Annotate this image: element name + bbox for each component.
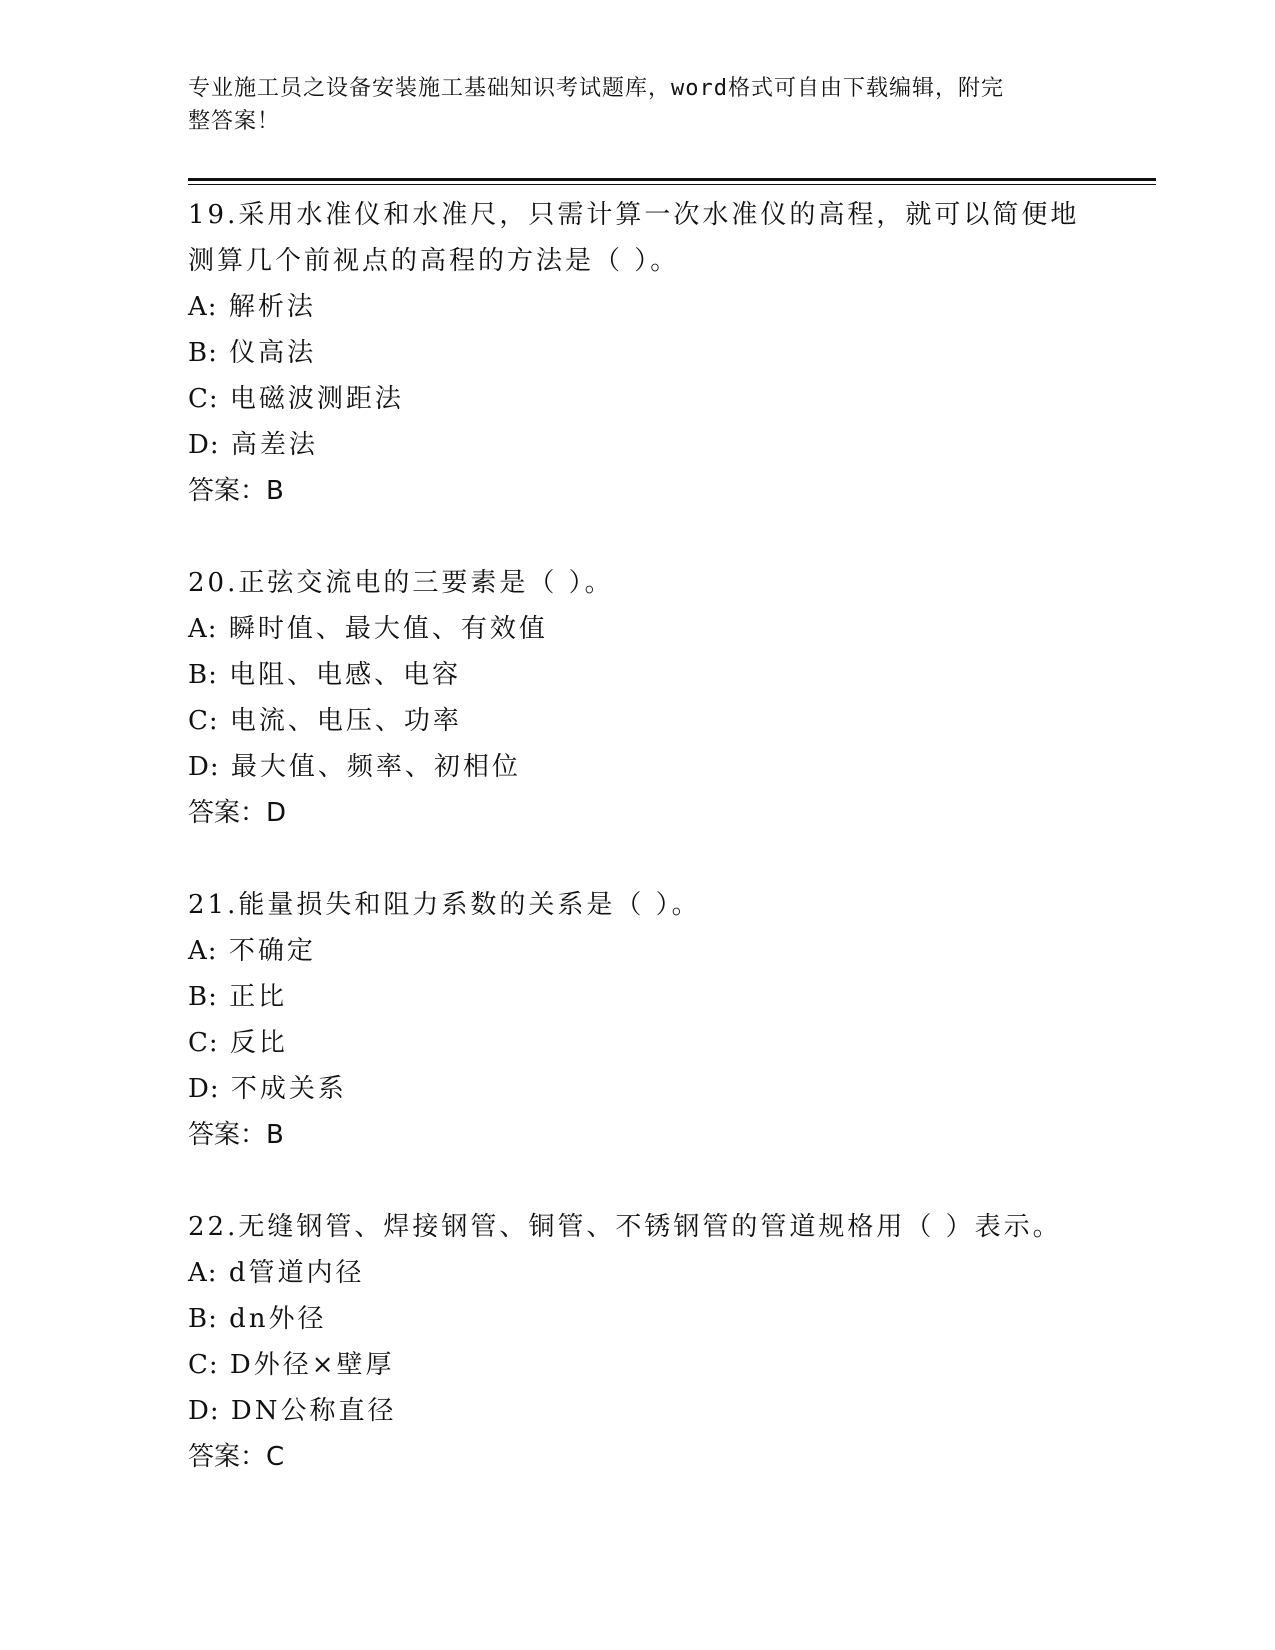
option-text: D外径×壁厚 xyxy=(229,1350,395,1380)
option-d xyxy=(188,1066,1148,1112)
option-c xyxy=(188,698,1148,744)
question-stem-line: 测算几个前视点的高程的方法是（ ）。 xyxy=(188,246,680,276)
option-letter: B: xyxy=(188,660,218,690)
option-letter: A: xyxy=(188,292,218,322)
option-d xyxy=(188,422,1148,468)
option-text: dn外径 xyxy=(229,1304,327,1334)
option-c xyxy=(188,1020,1148,1066)
option-text: 反比 xyxy=(229,1028,288,1058)
header-line-2: 整答案！ xyxy=(188,109,281,134)
option-text: 仪高法 xyxy=(229,338,317,368)
option-text: 高差法 xyxy=(230,430,318,460)
option-letter: B: xyxy=(188,338,218,368)
option-letter: D: xyxy=(188,1396,220,1426)
question-list xyxy=(188,192,1148,1526)
option-a xyxy=(188,606,1148,652)
option-letter: B: xyxy=(188,982,218,1012)
option-letter: C: xyxy=(188,384,219,414)
question-stem-line: 20.正弦交流电的三要素是（ ）。 xyxy=(188,568,614,598)
option-letter: D: xyxy=(188,430,220,460)
option-text: 瞬时值、最大值、有效值 xyxy=(228,614,548,644)
option-letter: C: xyxy=(188,706,219,736)
option-letter: D: xyxy=(188,1074,220,1104)
option-text: 不确定 xyxy=(228,936,316,966)
question-22 xyxy=(188,1204,1148,1480)
option-text: 不成关系 xyxy=(230,1074,347,1104)
option-b xyxy=(188,652,1148,698)
answer-line: 答案：B xyxy=(188,1120,284,1150)
option-letter: B: xyxy=(188,1304,218,1334)
option-a xyxy=(188,928,1148,974)
header-line-1: 专业施工员之设备安装施工基础知识考试题库，word格式可自由下载编辑，附完 xyxy=(188,76,1004,101)
option-text: 电流、电压、功率 xyxy=(229,706,462,736)
question-19 xyxy=(188,192,1148,514)
answer-line: 答案：D xyxy=(188,798,287,828)
option-text: DN公称直径 xyxy=(230,1396,397,1426)
option-letter: A: xyxy=(188,1258,218,1288)
answer-line: 答案：B xyxy=(188,476,284,506)
option-a xyxy=(188,1250,1148,1296)
header-divider-thick xyxy=(188,178,1156,181)
option-letter: D: xyxy=(188,752,220,782)
option-b xyxy=(188,330,1148,376)
option-letter: A: xyxy=(188,936,218,966)
question-stem-line: 22.无缝钢管、焊接钢管、铜管、不锈钢管的管道规格用（ ）表示。 xyxy=(188,1212,1062,1242)
option-a xyxy=(188,284,1148,330)
option-b xyxy=(188,1296,1148,1342)
header-divider-thin xyxy=(188,184,1156,185)
option-text: 电磁波测距法 xyxy=(229,384,404,414)
option-letter: C: xyxy=(188,1028,219,1058)
option-text: 解析法 xyxy=(228,292,316,322)
option-letter: C: xyxy=(188,1350,219,1380)
option-b xyxy=(188,974,1148,1020)
option-c xyxy=(188,1342,1148,1388)
option-c xyxy=(188,376,1148,422)
question-21 xyxy=(188,882,1148,1158)
option-letter: A: xyxy=(188,614,218,644)
option-text: 电阻、电感、电容 xyxy=(229,660,462,690)
question-stem-line: 21.能量损失和阻力系数的关系是（ ）。 xyxy=(188,890,701,920)
document-header xyxy=(188,72,1068,138)
option-text: 正比 xyxy=(229,982,288,1012)
option-d xyxy=(188,744,1148,790)
option-text: d管道内径 xyxy=(228,1258,365,1288)
question-20 xyxy=(188,560,1148,836)
option-text: 最大值、频率、初相位 xyxy=(230,752,521,782)
option-d xyxy=(188,1388,1148,1434)
question-stem-line: 19.采用水准仪和水准尺，只需计算一次水准仪的高程，就可以简便地 xyxy=(188,200,1080,230)
answer-line: 答案：C xyxy=(188,1442,285,1472)
